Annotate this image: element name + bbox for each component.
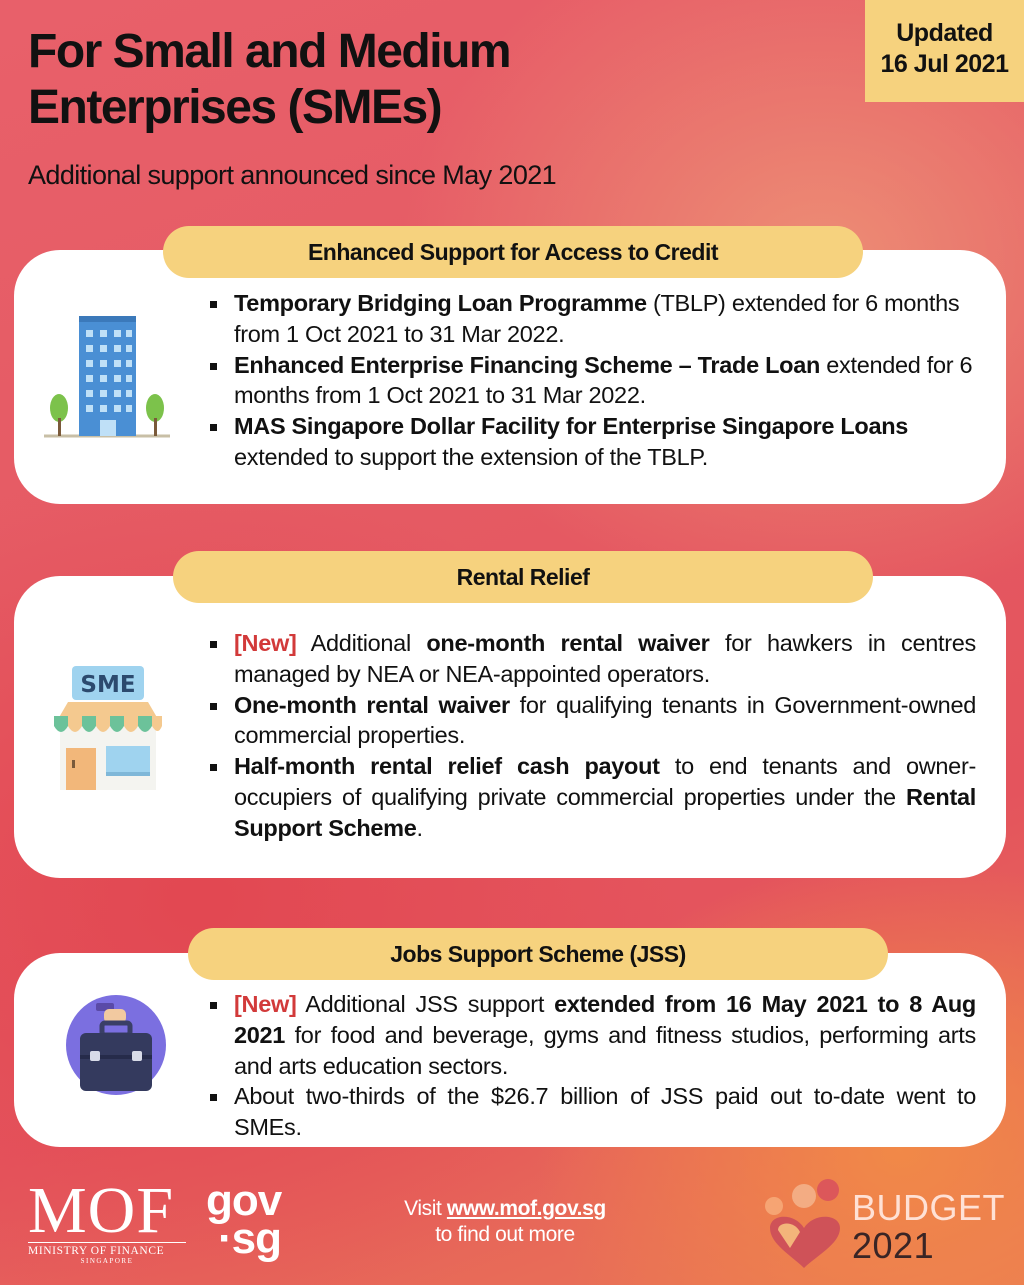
- govsg-logo: [206, 1176, 282, 1263]
- list-item: Temporary Bridging Loan Programme (TBLP) extended for 6 months from 1 Oct 2021 to 31 Mar 2022.: [210, 288, 976, 350]
- list-item: [New] Additional one-month rental waiver for hawkers in centres managed by NEA or NEA-appointed operators.: [210, 628, 976, 690]
- list-item: About two-thirds of the $26.7 billion of JSS paid out to-date went to SMEs.: [210, 1081, 976, 1143]
- section-heading-rental: Rental Relief: [173, 551, 873, 603]
- section-card-rental: [14, 576, 1006, 878]
- budget-year: 2021: [852, 1225, 935, 1266]
- briefcase-hand-icon: [62, 991, 170, 1099]
- section-heading-jss: Jobs Support Scheme (JSS): [188, 928, 888, 980]
- budget-logo: [852, 1187, 1006, 1266]
- list-item: [New] Additional JSS support extended from 16 May 2021 to 8 Aug 2021 for food and beverage, gyms and fitness studios, performing arts and arts education sectors.: [210, 989, 976, 1081]
- updated-date: 16 Jul 2021: [880, 50, 1009, 78]
- mof-logo-word: MOF: [28, 1174, 175, 1247]
- budget-heart-icon: [760, 1176, 856, 1272]
- rental-list: [210, 628, 976, 844]
- budget-word: BUDGET: [852, 1187, 1006, 1228]
- office-building-icon: [42, 310, 172, 440]
- shop-sign-text: SME: [80, 672, 136, 698]
- jss-list: [210, 989, 976, 1143]
- page-subtitle: Additional support announced since May 2021: [28, 160, 557, 190]
- section-card-credit: [14, 250, 1006, 504]
- govsg-logo-gov: gov: [206, 1176, 282, 1225]
- list-item: Enhanced Enterprise Financing Scheme – Trade Loan extended for 6 months from 1 Oct 2021 to 31 Mar 2022.: [210, 350, 976, 412]
- visit-suffix: to find out more: [435, 1223, 575, 1246]
- mof-logo-name: MINISTRY OF FINANCE: [28, 1242, 186, 1257]
- list-item: One-month rental waiver for qualifying tenants in Government-owned commercial properties.: [210, 690, 976, 752]
- section-heading-credit: Enhanced Support for Access to Credit: [163, 226, 863, 278]
- mof-website-link[interactable]: www.mof.gov.sg: [446, 1197, 606, 1220]
- list-item: Half-month rental relief cash payout to end tenants and owner-occupiers of qualifying private commercial properties under the Rental Support Scheme.: [210, 751, 976, 843]
- updated-label: Updated: [896, 19, 993, 47]
- shop-front-icon: [50, 664, 166, 792]
- section-card-jss: [14, 953, 1006, 1147]
- visit-note: Visit www.mof.gov.sg to find out more: [380, 1196, 630, 1248]
- credit-list: [210, 288, 976, 473]
- govsg-logo-sg: ·sg: [218, 1214, 282, 1263]
- page-title: For Small and Medium Enterprises (SMEs): [28, 25, 511, 134]
- mof-logo: [28, 1174, 186, 1265]
- mof-logo-country: SINGAPORE: [80, 1257, 134, 1265]
- list-item: MAS Singapore Dollar Facility for Enterprise Singapore Loans extended to support the extension of the TBLP.: [210, 411, 976, 473]
- updated-badge: [865, 0, 1024, 102]
